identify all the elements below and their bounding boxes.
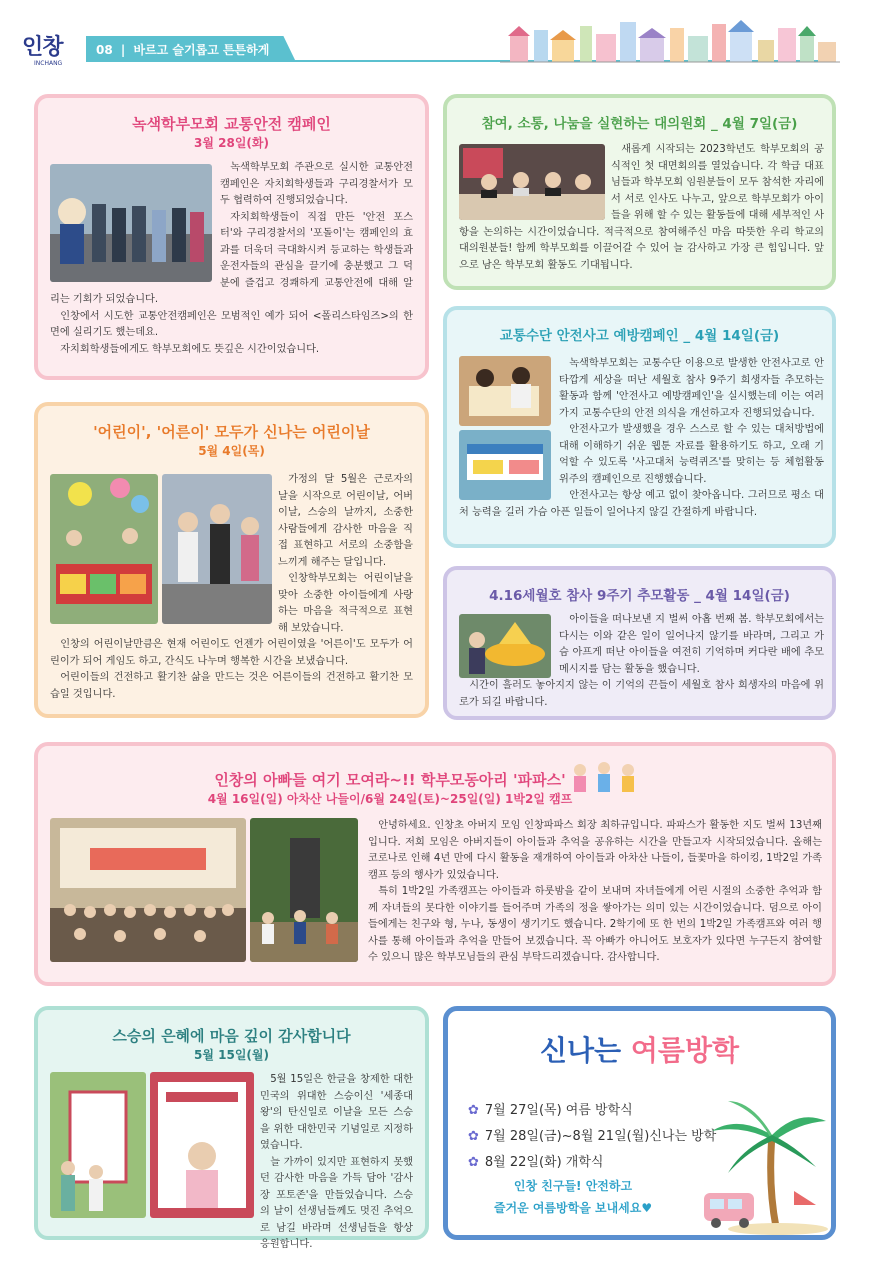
paragraph: 인창의 어린이날만큼은 현재 어린이도 언젠가 어린이였을 '어른이'도 모두가 어린이가 되어 게임도 하고, 간식도 나누며 행복한 시간을 보냈습니다. [50, 639, 413, 667]
page-header [0, 0, 870, 80]
paragraph: 안전사고는 항상 예고 없이 찾아옵니다. 그러므로 평소 대처 능력을 길러 가슴 아픈 일들이 일어나지 않길 간절하게 바랍니다. [459, 490, 824, 518]
article-title: 4.16세월호 참사 9주기 추모활동 _ 4월 14일(금) [489, 588, 790, 604]
paragraph: 5월 15일은 한글을 창제한 대한민국의 위대한 스승이신 '세종대왕'의 탄신일로 이날을 모든 스승을 위한 대한민국 기념일로 지정하였습니다. [260, 1074, 413, 1151]
article-title: 참여, 소통, 나눔을 실현하는 대의원회 _ 4월 7일(금) [481, 116, 798, 132]
header-slogan: 바르고 슬기롭고 튼튼하게 [133, 43, 270, 57]
article-title: 녹색학부모회 교통안전 캠페인 [132, 115, 331, 133]
article-committee [443, 94, 836, 290]
paragraph: 특히 1박2일 가족캠프는 아이들과 하룻밤을 같이 보내며 자녀들에게 어린 시절의 소중한 추억과 함께 자녀들의 못다한 이야기를 들어주며 가족의 정을 쌓아가는 의미 있는 시간이었습니다. 덤으로 아이들에게는 친구와 형, 누나, 동생이 생기기도 했습니다. 2학기에 또 한 번의 1박2일 가족캠프와 여러 행사를 통해 아이들과 추억을 만들어 보겠습니다. 꼭 아빠가 아니어도 보호자가 있다면 누구든지 참여할 수 있으니 많은 학부모님들의 관심 부탁드리겠습니다. 감사합니다. [368, 886, 822, 963]
vacation-message [468, 1175, 678, 1219]
article-date: 5월 15일(월) [194, 1048, 269, 1062]
paragraph: 인창에서 시도한 교통안전캠페인은 모범적인 예가 되어 <폴리스타임즈>의 한 면에 실리기도 했는데요. [50, 310, 413, 338]
article-title: 교통수단 안전사고 예방캠페인 _ 4월 14일(금) [499, 328, 780, 344]
school-logo [22, 30, 76, 70]
vacation-item-text: 8월 22일(화) 개학식 [484, 1155, 604, 1170]
paragraph: 녹색학부모회 주관으로 실시한 교통안전 캠페인은 자치회학생들과 구리경찰서가 모두 협력하여 진행되었습니다. [220, 162, 413, 206]
photo-teachers-photozone-2 [150, 1072, 254, 1218]
page-number: 08 [96, 43, 113, 57]
photo-papas-camp [50, 818, 246, 962]
article-childrens-day [34, 402, 429, 718]
paragraph: 자치회학생들에게도 학부모회에도 뜻깊은 시간이었습니다. [60, 343, 320, 355]
photo-papas-hiking [250, 818, 358, 962]
paragraph: 어린이들의 건전하고 활기찬 삶을 만드는 것은 어른이들의 건전하고 활기찬 모습일 것입니다. [50, 672, 413, 700]
article-title: 스승의 은혜에 마음 깊이 감사합니다 [112, 1027, 351, 1045]
vacation-item [468, 1125, 716, 1144]
vacation-item [468, 1151, 603, 1170]
logo-text: 인창 [22, 35, 63, 60]
article-sewol-memorial [443, 566, 836, 720]
article-body [459, 356, 824, 521]
paragraph: 가정의 달 5월은 근로자의 날을 시작으로 어린이날, 어버이날, 스승의 날까지, 소중한 사람들에게 감사한 마음을 직접 표현하고 서로의 소중함을 느끼게 해주는 달입니다. [278, 474, 413, 568]
article-title: '어린이', '어른이' 모두가 신나는 어린이날 [93, 423, 370, 441]
vacation-title-part1: 신나는 [539, 1034, 622, 1067]
vacation-item-text: 7월 27일(목) 여름 방학식 [484, 1103, 633, 1118]
article-body [368, 818, 822, 967]
paragraph: 아이들을 떠나보낸 지 벌써 아홉 번째 봄. 학부모회에서는 다시는 이와 같은 일이 일어나지 않기를 바라며, 그리고 가슴 아프게 떠난 아이들을 여전히 기억하며 커다란 배에 추모 메시지를 담는 활동을 했습니다. [559, 614, 824, 675]
article-traffic-campaign [34, 94, 429, 380]
article-transport-safety [443, 306, 836, 548]
photo-teachers-photozone-1 [50, 1072, 146, 1218]
paragraph: 안녕하세요. 인창초 아버지 모임 인창파파스 회장 최하규입니다. 파파스가 활동한 지도 벌써 13년째입니다. 저희 모임은 아버지들이 아이들과 추억을 공유하는 시간을 만들고자 시작되었습니다. 올해는 코로나로 인해 4년 만에 다시 활동을 재개하여 아이들과 아차산 나들이, 들꽃마을 하이킹, 1박2일 가족캠프 등의 행사가 있었습니다. [368, 820, 822, 881]
paragraph: 늘 가까이 있지만 표현하지 못했던 감사한 마음을 가득 담아 '감사장 포토존'을 만들었습니다. 스승의 날이 선생님들께도 멋진 추억으로 남길 바라며 선생님들을 항상 응원합니다. [260, 1156, 413, 1250]
article-body [459, 612, 824, 711]
kids-illustration [566, 758, 646, 804]
header-title [96, 41, 269, 58]
star-icon: ✿ [468, 1129, 479, 1144]
paragraph: 안전사고가 발생했을 경우 스스로 할 수 있는 대처방법에 대해 이해하기 쉬운 웹툰 자료를 활용하기도 하고, 오래 기억할 수 있도록 '사고대처 능력퀴즈'를 맞히는 등 체험활동 위주의 캠페인으로 진행했습니다. [559, 424, 824, 485]
vacation-item [468, 1099, 633, 1118]
article-body [50, 472, 413, 703]
paragraph: 인창학부모회는 어린이날을 맞아 소중한 아이들에게 사랑하는 마음을 적극적으로 표현해 보았습니다. [278, 573, 413, 634]
article-date: 4월 16일(일) 아차산 나들이/6월 24일(토)~25일(일) 1박2일 캠프 [207, 792, 573, 806]
article-date: 5월 4일(목) [198, 444, 265, 458]
article-body [459, 142, 824, 274]
vacation-message-line2: 즐거운 여름방학을 보내세요♥ [493, 1201, 653, 1215]
logo-subtext: INCHANG [34, 60, 63, 67]
vacation-item-text: 7월 28일(금)~8월 21일(월)신나는 방학 [484, 1129, 717, 1144]
star-icon: ✿ [468, 1103, 479, 1118]
paragraph: 시간이 흘러도 놓아지지 않는 이 기억의 끈들이 세월호 참사 희생자의 마음에 위로가 되길 바랍니다. [459, 680, 824, 708]
paragraph: 녹색학부모회는 교통수단 이용으로 발생한 안전사고로 안타깝게 세상을 떠난 세월호 참사 9주기 희생자들 추모하는 활동과 함께 '안전사고 예방캠페인'을 실시했는데 이는 여러가지 교통수단의 안전 의식을 개선하고자 진행되었습니다. [559, 358, 824, 419]
article-title: 인창의 아빠들 여기 모여라~!! 학부모동아리 '파파스' [214, 771, 566, 789]
summer-vacation-notice [443, 1006, 836, 1240]
palm-tree-illustration [698, 1095, 834, 1235]
paragraph: 새롭게 시작되는 2023학년도 학부모회의 공식적인 첫 대면회의를 열었습니다. 각 학급 대표님들과 학부모회 임원분들이 모두 참석한 자리에서 서로 인사도 나누고, 앞으로 학부모회가 아이들을 위해 할 수 있는 활동들에 대해 세부적인 사항을 논의하는 시간이었습니다. 적극적으로 참여해주신 마음 따뜻한 우리 학교의 대의원분들! 함께 학부모회를 이끌어갈 수 있어 늘 감사하고 가장 큰 힘입니다. 앞으로 남은 학부모회 활동도 기대됩니다. [459, 144, 825, 271]
article-body [260, 1072, 413, 1254]
article-teachers-day [34, 1006, 429, 1250]
star-icon: ✿ [468, 1155, 479, 1170]
vacation-title-part2: 여름방학 [630, 1034, 740, 1067]
paragraph: 자치회학생들이 직접 만든 '안전 포스터'와 구리경찰서의 '포돌이'는 캠페인의 효과를 더욱더 극대화시켜 등교하는 학생들과 운전자들의 관심을 끌기에 충분했고 그 덕분에 즐겁고 경쾌하게 교통안전에 대해 알리는 기회가 되었습니다. [50, 211, 413, 305]
vacation-title [448, 1029, 831, 1069]
article-date: 3월 28일(화) [194, 136, 269, 150]
vacation-message-line1: 인창 친구들! 안전하고 [513, 1179, 633, 1193]
article-body [50, 160, 413, 358]
article-papas-club [34, 742, 836, 986]
header-separator: | [120, 43, 126, 57]
town-illustration [500, 14, 840, 64]
